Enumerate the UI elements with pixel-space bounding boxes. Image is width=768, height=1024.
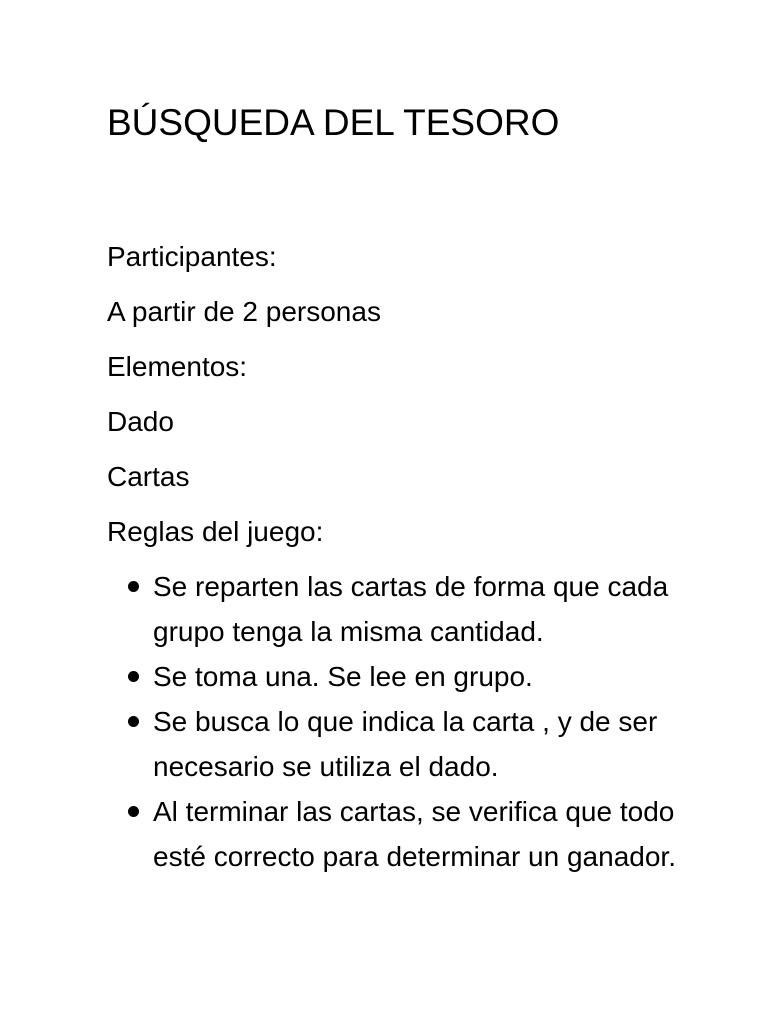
rule-text: Se busca lo que indica la carta , y de ser necesario se utiliza el dado. (153, 706, 658, 782)
rule-item (128, 789, 678, 879)
rules-list (128, 564, 728, 879)
participants-heading: Participantes: (107, 241, 277, 272)
rules-heading: Reglas del juego: (107, 516, 324, 547)
bullet-icon (128, 671, 139, 682)
rule-item (128, 564, 678, 654)
bullet-icon (128, 581, 139, 592)
document-body (107, 234, 707, 564)
rule-item (128, 699, 678, 789)
bullet-icon (128, 716, 139, 727)
bullet-icon (128, 806, 139, 817)
element-item-dado: Dado (107, 406, 174, 437)
rule-text: Se toma una. Se lee en grupo. (153, 661, 533, 692)
elements-heading: Elementos: (107, 351, 248, 382)
rule-item (128, 654, 678, 699)
participants-value: A partir de 2 personas (107, 296, 381, 327)
rule-text: Al terminar las cartas, se verifica que todo esté correcto para determinar un ganador. (153, 796, 676, 872)
element-item-cartas: Cartas (107, 461, 190, 492)
rule-text: Se reparten las cartas de forma que cada grupo tenga la misma cantidad. (153, 571, 669, 647)
document-title: BÚSQUEDA DEL TESORO (107, 102, 560, 143)
